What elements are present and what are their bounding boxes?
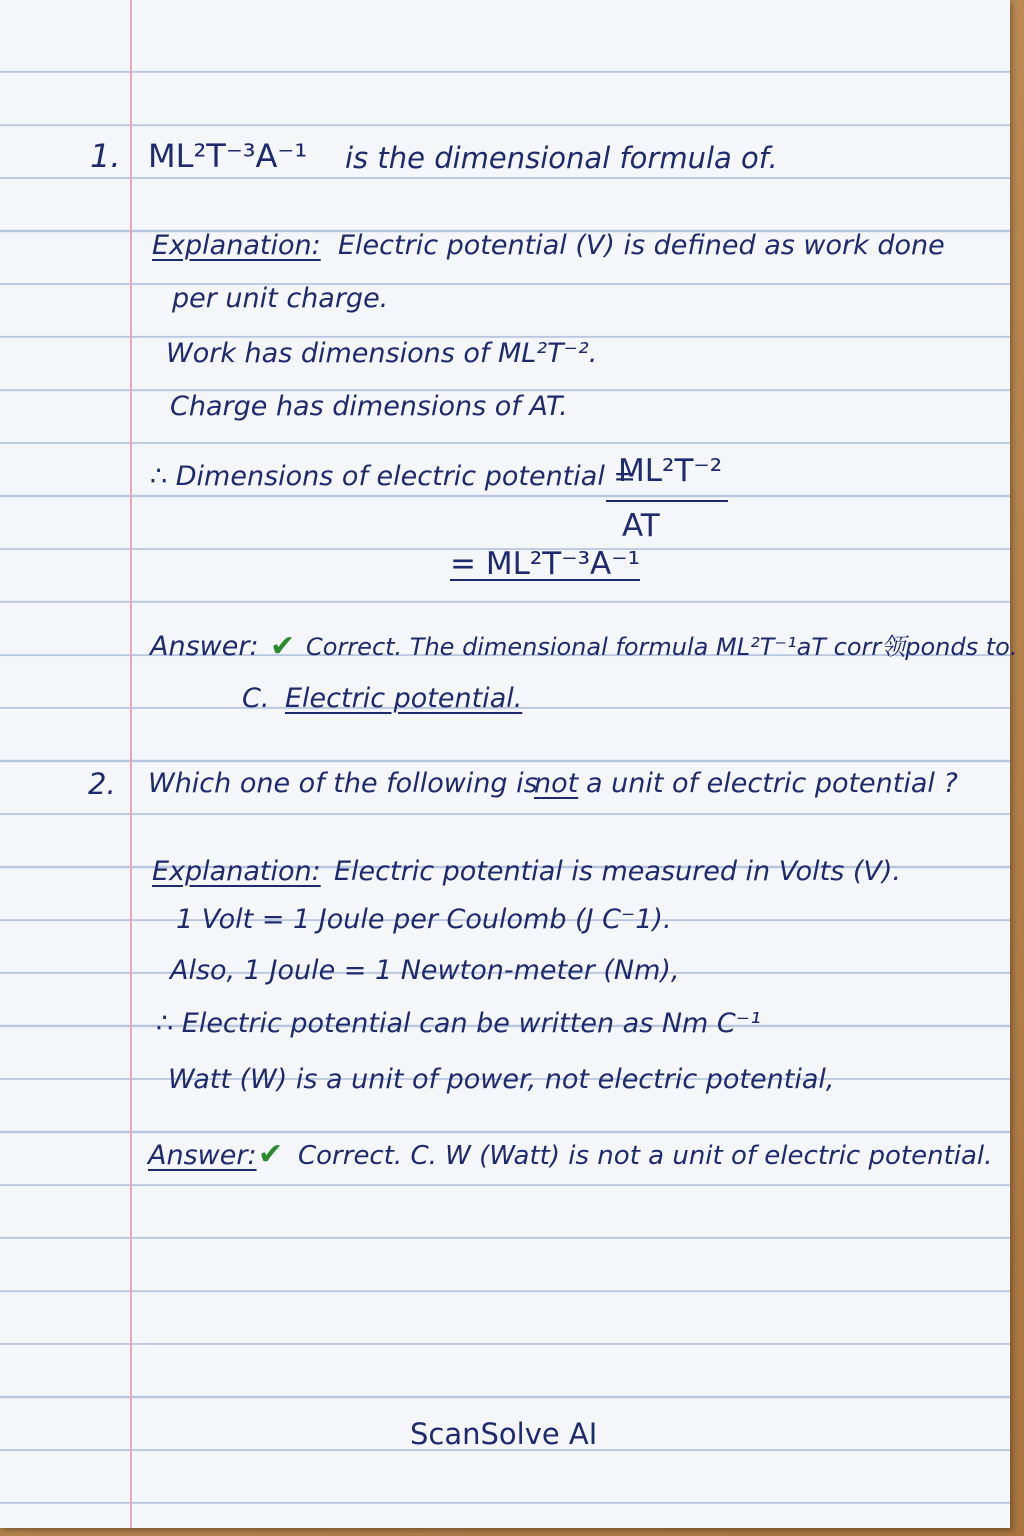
q1-question: is the dimensional formula of. xyxy=(345,141,778,175)
q2-question-not: not xyxy=(534,768,579,799)
q2-answer-label: Answer: xyxy=(148,1140,257,1171)
q2-joule-line: Also, 1 Joule = 1 Newton-meter (Nm), xyxy=(170,955,680,986)
q1-fraction-bar xyxy=(606,500,728,502)
q1-answer-choice-letter: C. xyxy=(242,683,270,714)
q1-answer-label: Answer: xyxy=(150,631,259,662)
q1-check-icon: ✔ xyxy=(270,629,296,664)
q2-question-pre: Which one of the following is xyxy=(148,768,538,799)
q2-answer-text: Correct. C. W (Watt) is not a unit of electric potential. xyxy=(298,1141,993,1171)
q1-result-line: = ML²T⁻³A⁻¹ xyxy=(450,546,640,582)
q2-explanation-line1: Electric potential is measured in Volts (V). xyxy=(334,856,901,887)
q1-explanation-line1: Electric potential (V) is defined as work done xyxy=(338,230,945,261)
q1-explanation-label: Explanation: xyxy=(152,230,321,261)
q1-formula: ML²T⁻³A⁻¹ xyxy=(148,137,308,175)
q2-watt-line: Watt (W) is a unit of power, not electric potential, xyxy=(168,1064,835,1095)
q2-explanation-label: Explanation: xyxy=(152,856,321,887)
q1-answer-choice: Electric potential. xyxy=(285,683,523,714)
q1-number: 1. xyxy=(90,137,121,175)
margin-line xyxy=(130,0,132,1528)
q1-work-line: Work has dimensions of ML²T⁻². xyxy=(166,338,598,369)
q2-nm-line: ∴ Electric potential can be written as Nm C⁻¹ xyxy=(156,1008,761,1039)
q2-volt-line: 1 Volt = 1 Joule per Coulomb (J C⁻1). xyxy=(176,904,672,935)
q2-number: 2. xyxy=(88,767,116,801)
q1-explanation-line2: per unit charge. xyxy=(172,283,389,314)
q1-answer-text: Correct. The dimensional formula ML²T⁻¹aT corr领ponds to. xyxy=(306,633,1018,661)
q1-fraction-denominator: AT xyxy=(622,508,660,544)
q2-check-icon: ✔ xyxy=(258,1137,284,1172)
q1-fraction-numerator: ML²T⁻² xyxy=(618,453,723,489)
footer-brand: ScanSolve AI xyxy=(410,1417,598,1451)
q2-question-post: a unit of electric potential ? xyxy=(586,768,958,799)
q1-dims-label: ∴ Dimensions of electric potential = xyxy=(150,461,637,492)
q1-charge-line: Charge has dimensions of AT. xyxy=(170,391,568,422)
